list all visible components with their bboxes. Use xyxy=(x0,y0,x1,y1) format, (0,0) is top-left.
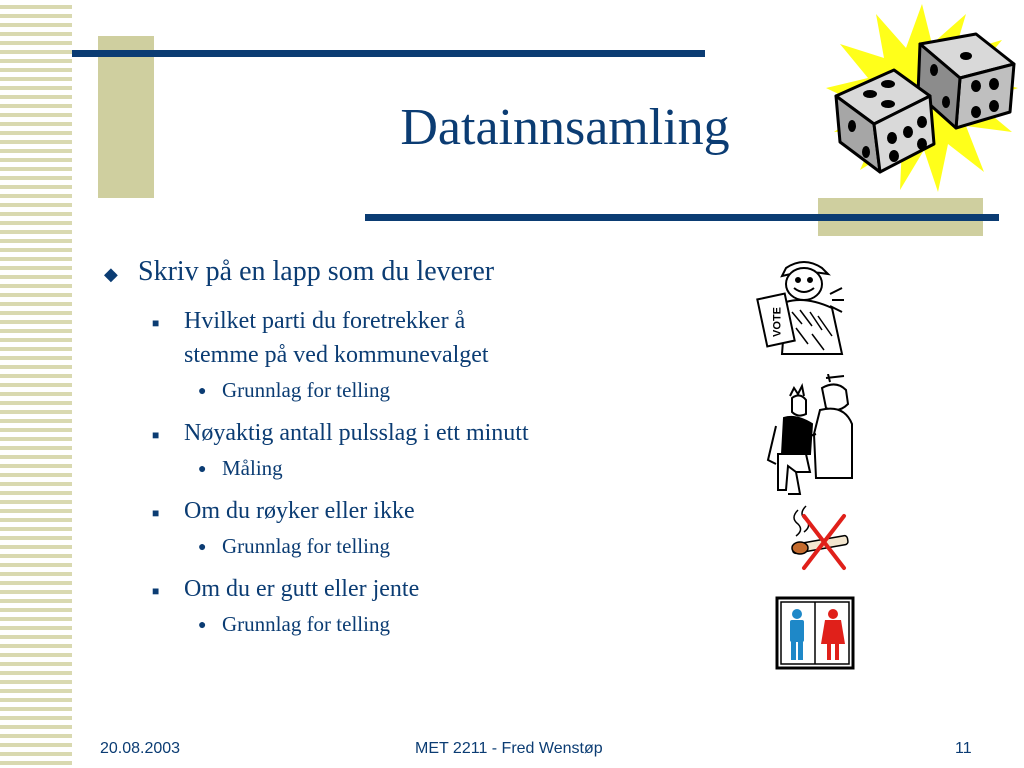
diamond-bullet-icon: ◆ xyxy=(104,264,118,284)
dice-icon xyxy=(826,4,1018,194)
title-rule-bottom xyxy=(365,214,999,221)
dot-bullet-icon: ● xyxy=(198,540,207,555)
bullet-level3: Grunnlag for telling xyxy=(222,378,390,402)
square-bullet-icon: ■ xyxy=(152,506,160,520)
bullet-level3: Grunnlag for telling xyxy=(222,534,390,558)
footer-date: 20.08.2003 xyxy=(100,740,181,757)
dot-bullet-icon: ● xyxy=(198,462,207,477)
no-smoking-icon xyxy=(784,504,854,572)
bullet-level2: Om du røyker eller ikke xyxy=(184,498,415,524)
bullet-level2-line1: Hvilket parti du foretrekker å xyxy=(184,308,466,334)
bullet-level3: Måling xyxy=(222,456,283,480)
slide-title: Datainnsamling xyxy=(400,99,730,156)
square-bullet-icon: ■ xyxy=(152,316,160,330)
bullet-level3: Grunnlag for telling xyxy=(222,612,390,636)
vote-sign-text: VOTE xyxy=(771,306,784,337)
title-rule-top xyxy=(72,50,705,57)
bullet-level2-line2: stemme på ved kommunevalget xyxy=(184,342,489,368)
doctor-patient-icon xyxy=(766,374,858,496)
decorative-stripes xyxy=(0,0,72,768)
dot-bullet-icon: ● xyxy=(198,618,207,633)
bullet-level2: Om du er gutt eller jente xyxy=(184,576,420,602)
voter-icon xyxy=(756,254,848,358)
bullet-level1: Skriv på en lapp som du leverer xyxy=(138,256,495,287)
restroom-sign-icon xyxy=(775,596,855,670)
decorative-block-left xyxy=(98,36,154,198)
square-bullet-icon: ■ xyxy=(152,584,160,598)
square-bullet-icon: ■ xyxy=(152,428,160,442)
footer-page-number: 11 xyxy=(955,740,972,757)
bullet-level2: Nøyaktig antall pulsslag i ett minutt xyxy=(184,420,529,446)
footer-course: MET 2211 - Fred Wenstøp xyxy=(415,740,603,757)
dot-bullet-icon: ● xyxy=(198,384,207,399)
